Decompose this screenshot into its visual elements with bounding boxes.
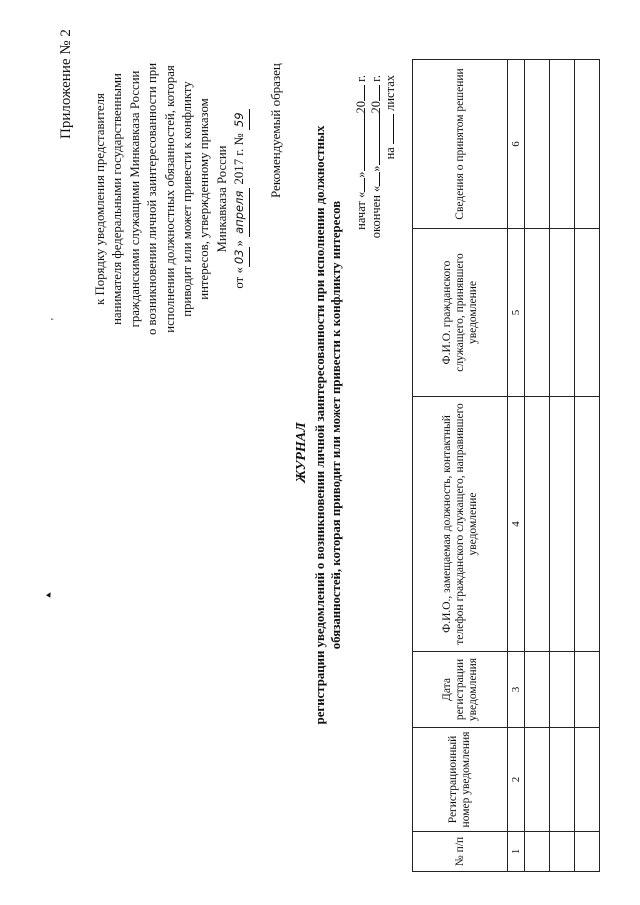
table-cell [575,397,600,652]
order-prefix: от « [232,267,247,289]
table-cell [525,728,550,832]
header-line: нанимателя федеральными государственными [110,73,125,325]
column-header-sender: Ф.И.О., замещаемая должность, контактный телефон гражданского служащего, направившего уведомление [413,397,508,652]
table-cell [575,229,600,397]
table-row [550,60,575,872]
table-cell [550,60,575,229]
header-line: интересов, утвержденному приказом [197,98,212,300]
table-row [525,60,550,872]
header-line: гражданскими служащими Минкавказа России [127,70,142,328]
ended-year-blank [379,85,380,101]
table-cell [550,832,575,872]
header-line: Минкавказа России [214,145,229,253]
table-cell [550,229,575,397]
table-cell [525,60,550,229]
approval-header [92,9,250,389]
scan-speck: ' [50,318,61,320]
column-number: 4 [508,397,525,652]
table-cell [525,652,550,728]
column-number: 1 [508,832,525,872]
order-number: 59 [231,109,249,130]
started-prefix: начат « [354,191,368,230]
ended-close: » [368,165,383,172]
column-header-receiver: Ф.И.О. гражданского служащего, принявшего уведомление [413,229,508,397]
journal-title: ЖУРНАЛ [294,422,309,483]
table-row [575,60,600,872]
ended-day-blank [379,172,380,186]
header-line: о возникновении личной заинтересованности при [145,62,160,336]
table-cell [550,397,575,652]
column-header-number: № п/п [413,832,508,872]
ended-suffix: г. [368,75,383,82]
table-cell [575,652,600,728]
table-cell [525,397,550,652]
started-month-blank [364,113,365,171]
period-sheets [383,75,398,265]
started-suffix: г. [354,75,368,82]
column-header-decision: Сведения о принятом решении [413,60,508,229]
table-cell [525,229,550,397]
journal-subtitle [312,65,344,785]
order-month: апреля [231,188,249,237]
table-cell [525,832,550,872]
recommended-label: Рекомендуемый образец [268,63,283,198]
table-cell [550,728,575,832]
started-close: » [354,171,368,178]
table-cell [550,652,575,728]
order-year: 2017 г. № [232,133,247,185]
order-mid: » [232,240,247,247]
started-day-blank [364,178,365,192]
period-started [354,75,369,265]
column-number: 6 [508,60,525,229]
header-line: исполнении должностных обязанностей, которая [162,65,177,333]
table-cell [575,832,600,872]
table-row [508,60,525,872]
column-number: 3 [508,652,525,728]
ended-prefix: окончен « [368,185,383,239]
sheets-suffix: листах [383,75,397,111]
journal-table [412,59,600,872]
started-year: 20 [354,100,368,114]
sheets-prefix: на [383,147,397,160]
journal-period [354,75,398,265]
column-header-reg-date: Дата регистрации уведомления [413,652,508,728]
appendix-label: Приложение № 2 [58,29,74,139]
scan-speck: ▸ [43,589,56,600]
order-day: 03 [231,247,249,268]
ended-month-blank [379,113,380,165]
column-header-reg-number: Регистрационный номер уведомления [413,728,508,832]
table-cell [575,728,600,832]
column-number: 5 [508,229,525,397]
order-line [231,9,249,389]
header-line: к Порядку уведомления представителя [93,93,107,305]
column-number: 2 [508,728,525,832]
header-line: приводит или может привести к конфликту [180,81,195,317]
ended-year: 20 [368,100,383,114]
sheets-blank [393,114,394,144]
journal-subtitle-line: обязанностей, которая приводит или может привести к конфликту интересов [329,200,343,650]
started-year-blank [364,85,365,101]
journal-subtitle-line: регистрации уведомлений о возникновении личной заинтересованности при исполнении должностных [313,125,327,725]
period-ended [369,75,384,265]
table-cell [575,60,600,229]
